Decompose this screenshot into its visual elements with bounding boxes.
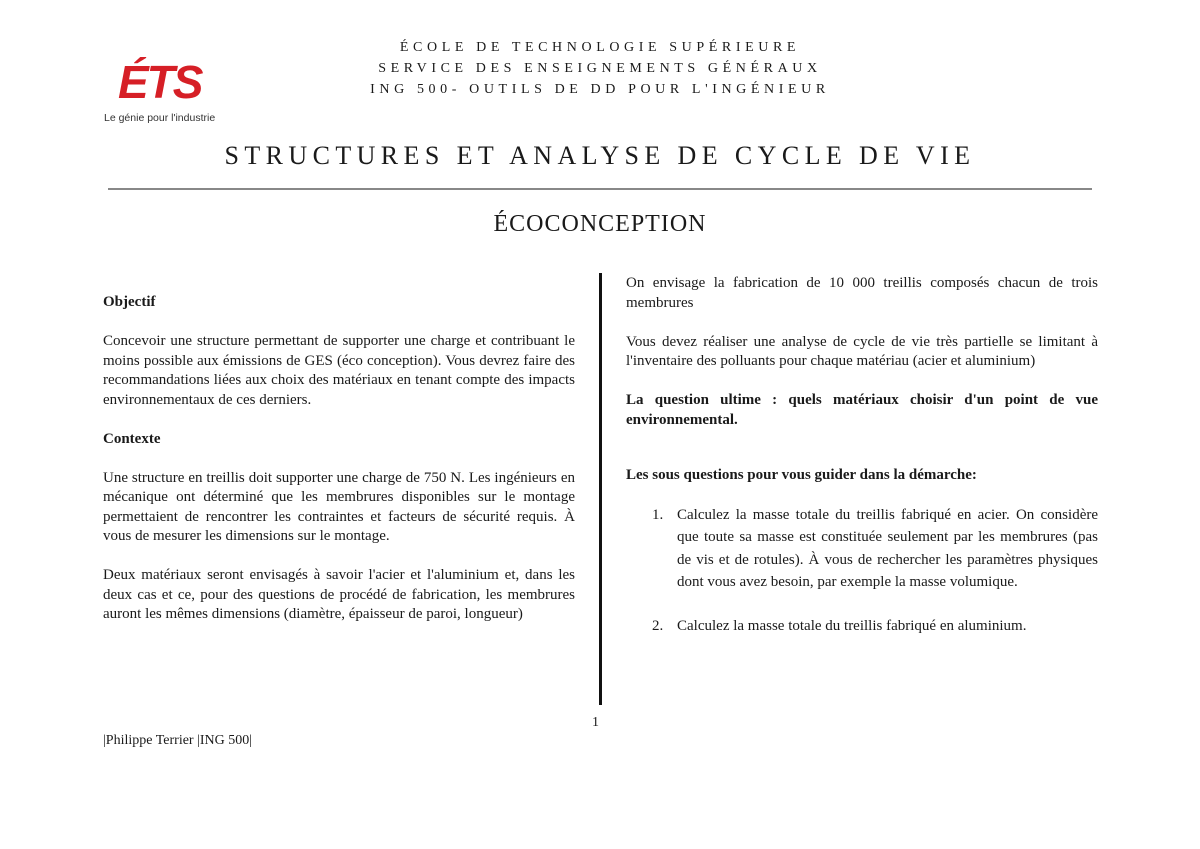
contexte-paragraph-1: Une structure en treillis doit supporter une charge de 750 N. Les ingénieurs en mécanique ont déterminé que les membrures disponibles sur le montage permettaient de rencontrer les contraintes et facteurs de sécurité requis. À vous de mesurer les dimensions sur le montage.: [103, 469, 575, 544]
left-column: [103, 293, 575, 625]
acv-paragraph: Vous devez réaliser une analyse de cycle de vie très partielle se limitant à l'inventaire des polluants pour chaque matériau (acier et aluminium): [626, 333, 1098, 369]
contexte-paragraph-2: Deux matériaux seront envisagés à savoir l'acier et l'aluminium et, dans les deux cas et ce, pour des questions de procédé de fabrication, les membrures auront les mêmes dimensions (diamètre, épaisseur de paroi, longueur): [103, 567, 575, 622]
sous-questions-heading: Les sous questions pour vous guider dans la démarche:: [626, 467, 977, 483]
right-column: [626, 274, 1098, 637]
list-item-number: 2.: [652, 617, 664, 634]
ets-logo-tagline: Le génie pour l'industrie: [104, 112, 216, 124]
objectif-heading: Objectif: [103, 294, 156, 310]
header-course: ING 500- OUTILS DE DD POUR L'INGÉNIEUR: [370, 82, 830, 97]
list-item: [626, 615, 1098, 638]
sous-questions-list: [626, 504, 1098, 638]
list-item-text: Calculez la masse totale du treillis fabriqué en acier. On considère que toute sa masse est constituée seulement par les membrures (pas de vis et de rotules). À vous de rechercher les paramètres physiques dont vous avez besoin, par exemple la masse volumique.: [677, 506, 1098, 590]
page-footer: |Philippe Terrier |ING 500|: [103, 733, 253, 748]
fabrication-paragraph: On envisage la fabrication de 10 000 treillis composés chacun de trois membrures: [626, 275, 1098, 311]
header-service: SERVICE DES ENSEIGNEMENTS GÉNÉRAUX: [378, 61, 822, 76]
title-divider: [108, 188, 1092, 190]
page-number: 1: [592, 715, 599, 730]
objectif-text: Concevoir une structure permettant de supporter une charge et contribuant le moins possible aux émissions de GES (éco conception). Vous devrez faire des recommandations liées aux choix des matériaux en tenant compte des impacts environnementaux de ces derniers.: [103, 333, 575, 408]
document-title: STRUCTURES ET ANALYSE DE CYCLE DE VIE: [224, 141, 976, 170]
ets-logo: [104, 54, 234, 128]
list-item-text: Calculez la masse totale du treillis fabriqué en aluminium.: [677, 617, 1027, 634]
document-subtitle: ÉCOCONCEPTION: [493, 211, 707, 237]
list-item-number: 1.: [652, 506, 664, 523]
column-divider: [599, 273, 602, 705]
contexte-heading: Contexte: [103, 430, 161, 447]
header-school: ÉCOLE DE TECHNOLOGIE SUPÉRIEURE: [399, 40, 801, 55]
question-ultime: La question ultime : quels matériaux choisir d'un point de vue environnemental.: [626, 392, 1098, 428]
list-item: [626, 504, 1098, 594]
ets-logo-mark: ÉTS: [118, 56, 202, 108]
